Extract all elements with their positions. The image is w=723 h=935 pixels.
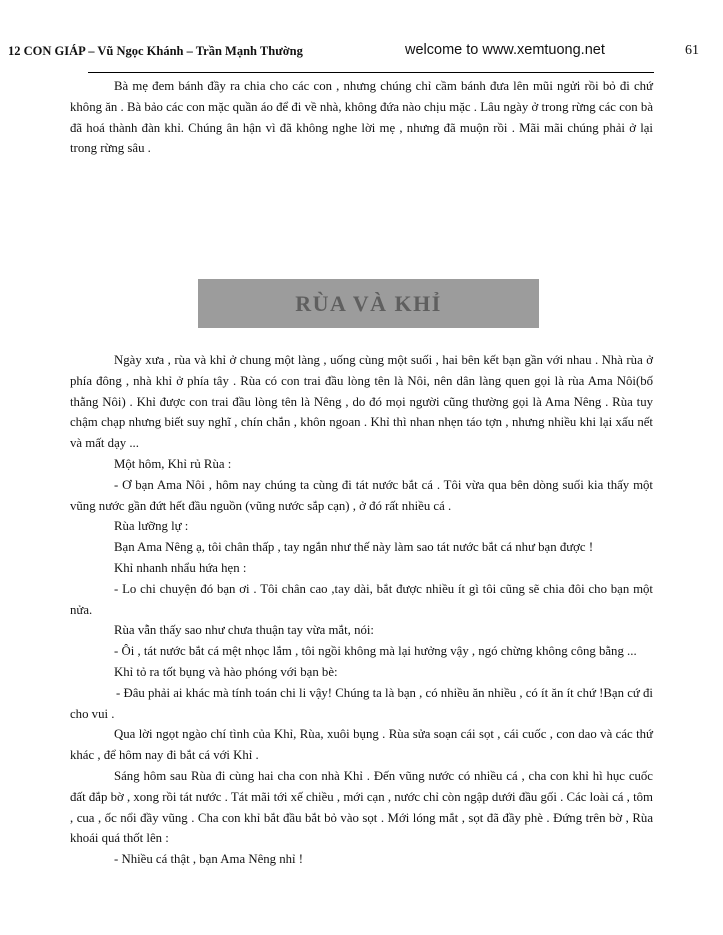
story-title: RÙA VÀ KHỈ [295,290,442,316]
story-title-box [198,279,539,328]
paragraph: Khỉ tỏ ra tốt bụng và hào phóng với bạn bè: [114,664,338,679]
paragraph: Bạn Ama Nêng ạ, tôi chân thấp , tay ngắn như thế này làm sao tát nước bắt cá như bạn được ! [114,540,594,555]
paragraph: Rùa lưỡng lự : [114,519,189,534]
page-header [0,40,723,68]
story-body [70,350,653,870]
paragraph: Một hôm, Khỉ rủ Rùa : [114,456,232,471]
paragraph: Ngày xưa , rùa và khỉ ở chung một làng , uống cùng một suối , hai bên kết bạn gần với nhau . Nhà rùa ở phía đông , nhà khỉ ở phía tây . Rùa có con trai đầu lòng tên là Nôi, nên dân làng quen gọi là rùa Ama Nôi(bố thằng Nôi) . Khỉ được con trai đầu lòng tên là Nêng , do đó mọi người cũng thường gọi là Ama Nêng . Rùa tuy chậm chạp nhưng biết suy nghĩ , chín chắn , khôn ngoan . Khỉ thì nhan nhẹn táo tợn , nhưng nhiều khi lại xấu nết và mất dạy ... [70,353,653,451]
book-title-authors: 12 CON GIÁP – Vũ Ngọc Khánh – Trần Mạnh Thường [8,44,303,58]
page-number: 61 [685,43,699,58]
paragraph: - Lo chi chuyện đó bạn ơi . Tôi chân cao ,tay dài, bắt được nhiều ít gì tôi cũng sẽ chia đôi cho bạn một nửa. [70,581,653,617]
intro-paragraph: Bà mẹ đem bánh đầy ra chia cho các con , nhưng chúng chỉ cầm bánh đưa lên mũi ngửi rồi bỏ đi chứ không ăn . Bà bảo các con mặc quần áo để đi về nhà, không đứa nào chịu mặc . Lâu ngày ở trong rừng các con bà đã hoá thành đàn khỉ. Chúng ân hận vì đã không nghe lời mẹ , nhưng đã muộn rồi . Mãi mãi chúng phải ở lại trong rừng sâu . [70,79,653,156]
website-credit: welcome to www.xemtuong.net [405,42,605,58]
paragraph: - Ơ bạn Ama Nôi , hôm nay chúng ta cùng đi tát nước bắt cá . Tôi vừa qua bên dòng suối kia thấy một vũng nước gần đứt hết đầu nguồn (vũng nước sắp cạn) , ở đó rất nhiều cá . [70,477,653,513]
paragraph: Rùa vẫn thấy sao như chưa thuận tay vừa mắt, nói: [114,623,374,638]
paragraph: - Đâu phải ai khác mà tính toán chi li vậy! Chúng ta là bạn , có nhiều ăn nhiều , có ít ăn ít chứ !Bạn cứ đi cho vui . [70,685,653,721]
header-rule [88,72,654,73]
paragraph: - Nhiều cá thật , bạn Ama Nêng nhỉ ! [114,852,304,867]
paragraph: Sáng hôm sau Rùa đi cùng hai cha con nhà Khỉ . Đến vũng nước có nhiều cá , cha con khỉ hì hục cuốc đất đắp bờ , xong rồi tát nước . Tát mãi tới xế chiều , mới cạn , nước chỉ còn ngập dưới đầu gối . Các loài cá , tôm , cua , ốc nổi đầy vũng . Cha con khỉ bắt đầu bắt bỏ vào sọt . Mới lóng mắt , sọt đã đầy phè . Đứng trên bờ , Rùa khoái quá thốt lên : [70,768,653,846]
paragraph: Qua lời ngọt ngào chí tình của Khỉ, Rùa, xuôi bụng . Rùa sửa soạn cái sọt , cái cuốc , con dao và các thứ khác , để hôm nay đi bắt cá với Khỉ . [70,727,653,763]
intro-section [70,76,653,159]
paragraph: Khỉ nhanh nhẩu hứa hẹn : [114,560,247,575]
paragraph: - Ôi , tát nước bắt cá mệt nhọc lắm , tôi ngồi không mà lại hưởng vậy , ngó chừng không công bằng ... [114,644,637,659]
